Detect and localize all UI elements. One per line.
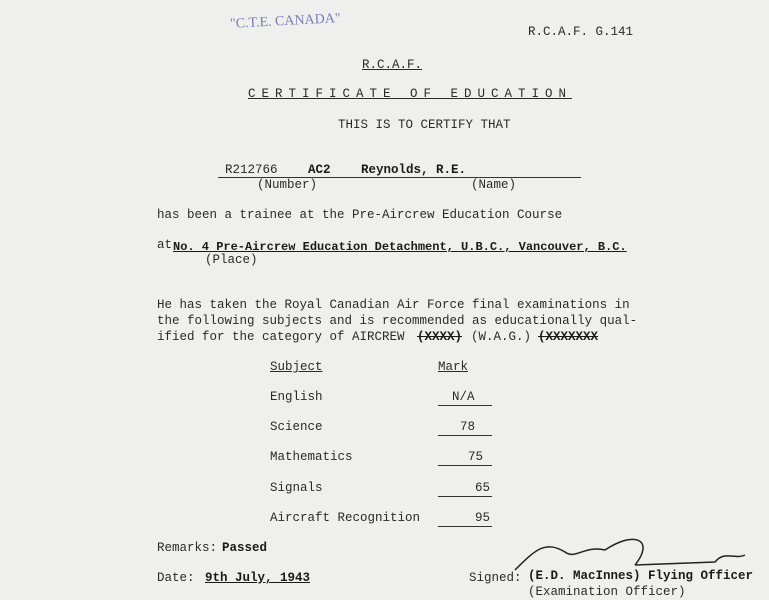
category: (W.A.G.) xyxy=(471,330,532,344)
mark: N/A xyxy=(452,390,475,404)
service-number: R212766 xyxy=(225,163,278,177)
remarks-label: Remarks: xyxy=(157,541,218,555)
paragraph-line-2: the following subjects and is recommended as educationally qual- xyxy=(157,314,638,328)
mark: 78 xyxy=(460,420,476,434)
signer: (E.D. MacInnes) Flying Officer xyxy=(528,569,754,583)
trainee-name: Reynolds, R.E. xyxy=(361,163,467,177)
document-title: CERTIFICATE OF EDUCATION xyxy=(248,87,573,101)
struck-category-2: (XXXXXXX xyxy=(538,330,599,344)
date: 9th July, 1943 xyxy=(205,571,311,585)
mark: 95 xyxy=(475,511,491,525)
certify-text: THIS IS TO CERTIFY THAT xyxy=(338,118,511,132)
date-label: Date: xyxy=(157,571,195,585)
number-label: (Number) xyxy=(257,178,318,192)
remarks: Passed xyxy=(222,541,268,555)
trainee-text: has been a trainee at the Pre-Aircrew Education Course xyxy=(157,208,563,222)
at-label: at xyxy=(157,238,173,252)
subject: Aircraft Recognition xyxy=(270,511,421,525)
subject-header: Subject xyxy=(270,360,323,374)
paragraph-line-1: He has taken the Royal Canadian Air Force final examinations in xyxy=(157,298,630,312)
signed-label: Signed: xyxy=(469,571,522,585)
subject: Signals xyxy=(270,481,323,495)
struck-category-1: (XXXX) xyxy=(417,330,463,344)
signer-role: (Examination Officer) xyxy=(528,585,686,599)
name-label: (Name) xyxy=(471,178,517,192)
place-label: (Place) xyxy=(205,253,258,267)
subject: Mathematics xyxy=(270,450,353,464)
mark: 65 xyxy=(475,481,491,495)
form-number: R.C.A.F. G.141 xyxy=(528,25,634,39)
mark-header: Mark xyxy=(438,360,469,374)
rank: AC2 xyxy=(308,163,331,177)
subject: English xyxy=(270,390,323,404)
subject: Science xyxy=(270,420,323,434)
mark: 75 xyxy=(468,450,484,464)
place: No. 4 Pre-Aircrew Education Detachment, U.B.C., Vancouver, B.C. xyxy=(173,240,627,254)
stamp: "C.T.E. CANADA" xyxy=(229,11,342,32)
org: R.C.A.F. xyxy=(362,58,423,72)
paragraph-line-3: ified for the category of AIRCREW xyxy=(157,330,405,344)
